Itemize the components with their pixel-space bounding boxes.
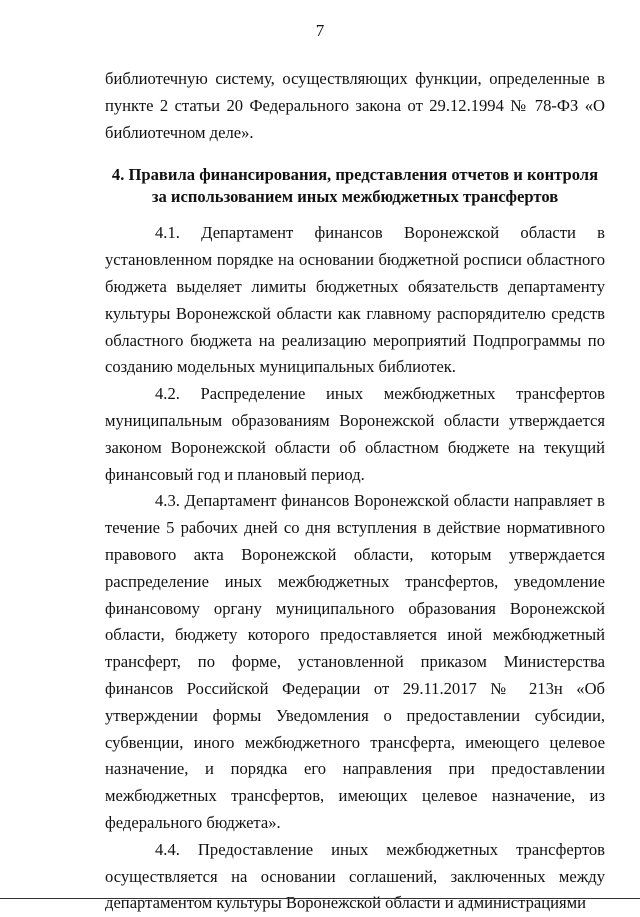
paragraph-4-3: 4.3. Департамент финансов Воронежской области направляет в течение 5 рабочих дней со дня вступления в действие нормативного правового акта Воронежской области, которым утверждается распределение иных межбюджетных трансфертов, уведомление финансовому органу муниципального образования Воронежской области, бюджету которого предоставляется иной межбюджетный трансферт, по форме, установленной приказом Министерства финансов Российской Федерации от 29.11.2017 № 213н «Об утверждении формы Уведомления о предоставлении субсидии, субвенции, иного межбюджетного трансферта, имеющего целевое назначение, и порядка его направления при предоставлении межбюджетных трансфертов, имеющих целевое назначение, из федерального бюджета». <box>105 491 605 832</box>
document-body <box>105 66 605 917</box>
page-number: 7 <box>315 21 325 40</box>
page-bottom-rule <box>0 898 640 899</box>
section-heading <box>105 164 605 208</box>
section-heading-line-1: 4. Правила финансирования, представления отчетов и контроля <box>111 165 599 185</box>
paragraph-4-1: 4.1. Департамент финансов Воронежской области в установленном порядке на основании бюджетной росписи областного бюджета выделяет лимиты бюджетных обязательств департаменту культуры Воронежской области как главному распорядителю средств областного бюджета на реализацию мероприятий Подпрограммы по созданию модельных муниципальных библиотек. <box>105 223 605 377</box>
paragraph-4-2: 4.2. Распределение иных межбюджетных трансфертов муниципальным образованиям Воронежской области утверждается законом Воронежской области об областном бюджете на текущий финансовый год и плановый период. <box>105 384 605 484</box>
paragraph-4-4: 4.4. Предоставление иных межбюджетных трансфертов осуществляется на основании соглашений, заключенных между департаментом культуры Воронежской области и администрациями <box>105 839 605 913</box>
section-heading-line-2: за использованием иных межбюджетных трансфертов <box>151 187 559 207</box>
intro-paragraph: библиотечную систему, осуществляющих функции, определенные в пункте 2 статьи 20 Федерального закона от 29.12.1994 № 78-ФЗ «О библиотечном деле». <box>105 69 605 142</box>
